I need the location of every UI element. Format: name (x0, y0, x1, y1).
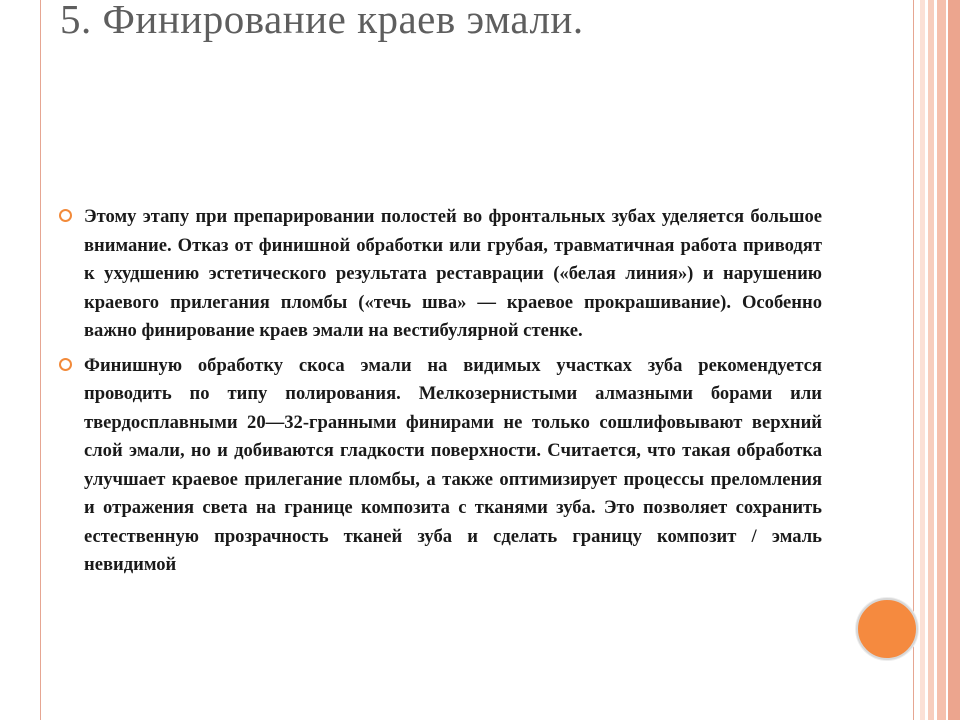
hollow-circle-bullet-icon (59, 358, 72, 371)
stripe (948, 0, 960, 720)
bullet-list (84, 203, 822, 586)
orange-circle-decoration (856, 598, 918, 660)
stripe (937, 0, 946, 720)
decorative-side-stripes (920, 0, 960, 720)
bullet-item (84, 203, 822, 346)
bullet-item (84, 352, 822, 580)
bullet-text: Финишную обработку скоса эмали на видимых участках зуба рекомендуется проводить по типу полирования. Мелкозернистыми алмазными борами или твердосплавными 20—32-гранными финирами не только сошлифовывают верхний слой эмали, но и добиваются гладкости поверхности. Считается, что такая обработка улучшает краевое прилегание пломбы, а также оптимизирует процессы преломления и отражения света на границе композита с тканями зуба. Это позволяет сохранить естественную прозрачность тканей зуба и сделать границу композит / эмаль невидимой (84, 354, 822, 575)
hollow-circle-bullet-icon (59, 209, 72, 222)
bullet-text: Этому этапу при препарировании полостей во фронтальных зубах уделяется большое внимание. Отказ от финишной обработки или грубая, травматичная работа приводят к ухудшению эстетического результата реставрации («белая линия») и нарушению краевого прилегания пломбы («течь шва» — краевое прокрашивание). Особенно важно финирование краев эмали на вестибулярной стенке. (84, 206, 822, 341)
slide-title: 5. Финирование краев эмали. (60, 0, 584, 42)
